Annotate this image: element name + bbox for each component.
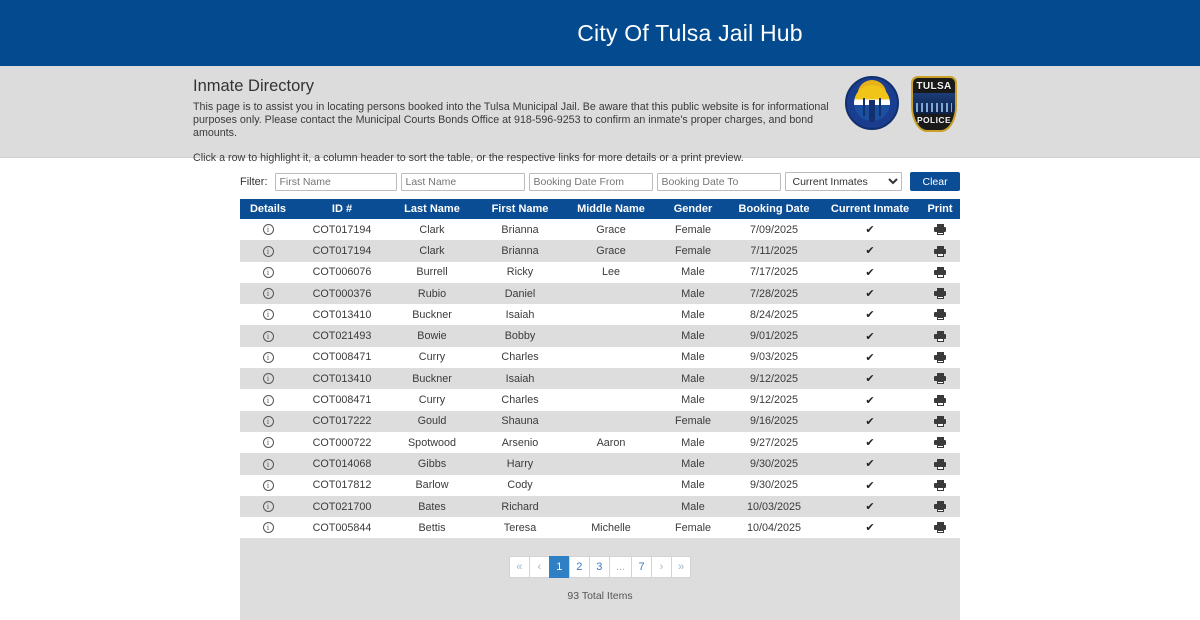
info-icon[interactable]: i bbox=[263, 224, 274, 235]
first-name-cell: Brianna bbox=[501, 223, 539, 236]
id-cell: COT008471 bbox=[312, 351, 372, 364]
first-name-cell: Isaiah bbox=[505, 372, 535, 385]
booking-date-cell: 9/16/2025 bbox=[749, 415, 799, 428]
printer-icon[interactable] bbox=[934, 437, 946, 448]
info-icon[interactable]: i bbox=[263, 522, 274, 533]
table-row[interactable] bbox=[240, 325, 960, 346]
middle-name-cell bbox=[564, 475, 658, 496]
details-cell[interactable] bbox=[240, 496, 296, 517]
current-inmate-cell bbox=[820, 475, 920, 496]
details-cell[interactable] bbox=[240, 325, 296, 346]
booking-date-cell: 7/11/2025 bbox=[750, 244, 798, 257]
id-cell: COT017222 bbox=[312, 415, 372, 428]
id-cell: COT000376 bbox=[312, 287, 372, 300]
info-icon[interactable]: i bbox=[263, 395, 274, 406]
page-title: City Of Tulsa Jail Hub bbox=[577, 19, 803, 46]
check-icon: ✔ bbox=[865, 415, 875, 428]
last-name-cell: Curry bbox=[418, 394, 446, 407]
column-header-id[interactable]: ID # bbox=[296, 199, 388, 219]
filter-label: Filter: bbox=[240, 175, 268, 188]
table-row[interactable] bbox=[240, 389, 960, 410]
print-cell[interactable] bbox=[920, 219, 960, 240]
page-button-[interactable]: ... bbox=[609, 556, 631, 578]
city-of-tulsa-seal-icon bbox=[845, 76, 899, 130]
intro-text-block bbox=[193, 76, 1200, 165]
printer-icon[interactable] bbox=[934, 352, 946, 363]
column-header-current-inmate[interactable]: Current Inmate bbox=[820, 199, 920, 219]
page-button-[interactable]: › bbox=[651, 556, 671, 578]
table-row[interactable] bbox=[240, 262, 960, 283]
info-icon[interactable]: i bbox=[263, 352, 274, 363]
last-name-cell: Buckner bbox=[412, 372, 452, 385]
gender-cell: Male bbox=[681, 394, 705, 407]
middle-name-cell bbox=[564, 453, 658, 474]
printer-icon[interactable] bbox=[934, 395, 946, 406]
badge-top-text: TULSA bbox=[916, 81, 952, 92]
intro-paragraph-1: This page is to assist you in locating persons booked into the Tulsa Municipal Jail. Be aware that this public website is for informational purposes only. Please contact the Municipal Courts Bonds Office at 918-596-9253 to confirm an inmate's proper charges, and bond amounts. bbox=[193, 101, 829, 140]
printer-icon[interactable] bbox=[934, 246, 946, 257]
middle-name-cell bbox=[564, 347, 658, 368]
check-icon: ✔ bbox=[865, 288, 875, 301]
printer-icon[interactable] bbox=[934, 480, 946, 491]
details-cell[interactable] bbox=[240, 304, 296, 325]
last-name-cell: Burrell bbox=[416, 266, 448, 279]
printer-icon[interactable] bbox=[934, 416, 946, 427]
gender-cell: Male bbox=[681, 372, 705, 385]
details-cell[interactable] bbox=[240, 219, 296, 240]
table-row[interactable] bbox=[240, 304, 960, 325]
print-cell[interactable] bbox=[920, 389, 960, 410]
clear-button[interactable]: Clear bbox=[910, 172, 960, 191]
last-name-cell: Clark bbox=[419, 244, 445, 257]
current-inmate-cell bbox=[820, 240, 920, 261]
details-cell[interactable] bbox=[240, 411, 296, 432]
pagination bbox=[240, 538, 960, 578]
booking-date-cell: 9/30/2025 bbox=[749, 457, 799, 470]
page-button-[interactable]: » bbox=[671, 556, 691, 578]
current-inmate-cell bbox=[820, 368, 920, 389]
current-inmate-cell bbox=[820, 325, 920, 346]
first-name-cell: Shauna bbox=[501, 415, 539, 428]
printer-icon[interactable] bbox=[934, 331, 946, 342]
info-icon[interactable]: i bbox=[263, 309, 274, 320]
current-inmate-cell bbox=[820, 219, 920, 240]
details-cell[interactable] bbox=[240, 517, 296, 538]
printer-icon[interactable] bbox=[934, 373, 946, 384]
tulsa-police-badge-icon bbox=[911, 76, 957, 132]
total-items-label: 93 Total Items bbox=[567, 590, 633, 603]
printer-icon[interactable] bbox=[934, 501, 946, 512]
id-cell: COT017812 bbox=[312, 479, 372, 492]
middle-name-cell bbox=[564, 283, 658, 304]
gender-cell: Male bbox=[681, 266, 705, 279]
gender-cell: Male bbox=[681, 457, 705, 470]
id-cell: COT021700 bbox=[312, 500, 372, 513]
intro-paragraph-2: Click a row to highlight it, a column header to sort the table, or the respective links for more details or a print preview. bbox=[193, 151, 744, 164]
print-cell[interactable] bbox=[920, 411, 960, 432]
details-cell[interactable] bbox=[240, 389, 296, 410]
info-icon[interactable]: i bbox=[263, 459, 274, 470]
check-icon: ✔ bbox=[865, 501, 875, 513]
intro-band bbox=[0, 66, 1200, 164]
printer-icon[interactable] bbox=[934, 459, 946, 470]
table-row[interactable] bbox=[240, 219, 960, 240]
current-inmate-cell bbox=[820, 411, 920, 432]
badge-skyline-graphic bbox=[913, 93, 955, 114]
first-name-cell: Ricky bbox=[506, 266, 534, 279]
check-icon: ✔ bbox=[865, 266, 875, 279]
table-row[interactable] bbox=[240, 347, 960, 368]
current-inmate-cell bbox=[820, 432, 920, 453]
print-cell[interactable] bbox=[920, 325, 960, 346]
id-cell: COT005844 bbox=[312, 521, 372, 534]
print-cell[interactable] bbox=[920, 496, 960, 517]
check-icon: ✔ bbox=[865, 373, 875, 386]
id-cell: COT013410 bbox=[312, 308, 372, 321]
first-name-cell: Charles bbox=[501, 394, 539, 407]
middle-name-cell bbox=[564, 411, 658, 432]
booking-date-cell: 9/01/2025 bbox=[749, 330, 799, 343]
info-icon[interactable]: i bbox=[263, 501, 274, 512]
table-row[interactable] bbox=[240, 496, 960, 517]
current-inmate-cell bbox=[820, 517, 920, 538]
booking-date-cell: 10/04/2025 bbox=[746, 521, 802, 534]
details-cell[interactable] bbox=[240, 453, 296, 474]
gender-cell: Male bbox=[681, 500, 705, 513]
column-header-booking-date[interactable]: Booking Date bbox=[728, 199, 820, 219]
table-row[interactable] bbox=[240, 368, 960, 389]
booking-date-cell: 8/24/2025 bbox=[749, 308, 799, 321]
column-header-first-name[interactable]: First Name bbox=[476, 199, 564, 219]
id-cell: COT021493 bbox=[312, 330, 372, 343]
info-icon[interactable]: i bbox=[263, 331, 274, 342]
info-icon[interactable]: i bbox=[263, 288, 274, 299]
current-inmate-cell bbox=[820, 283, 920, 304]
printer-icon[interactable] bbox=[934, 309, 946, 320]
last-name-cell: Gould bbox=[417, 415, 447, 428]
id-cell: COT006076 bbox=[312, 266, 372, 279]
details-cell[interactable] bbox=[240, 475, 296, 496]
page-button-3[interactable]: 3 bbox=[589, 556, 609, 578]
gender-cell: Female bbox=[674, 244, 711, 257]
last-name-filter-input[interactable] bbox=[401, 173, 525, 191]
first-name-filter-input[interactable] bbox=[275, 173, 397, 191]
info-icon[interactable]: i bbox=[263, 416, 274, 427]
badge-bottom-text: POLICE bbox=[916, 115, 952, 125]
gender-cell: Male bbox=[681, 479, 705, 492]
middle-name-cell: Michelle bbox=[591, 521, 631, 534]
info-icon[interactable]: i bbox=[263, 246, 274, 257]
id-cell: COT014068 bbox=[312, 457, 372, 470]
print-cell[interactable] bbox=[920, 262, 960, 283]
last-name-cell: Curry bbox=[418, 351, 446, 364]
column-header-details[interactable]: Details bbox=[240, 199, 296, 219]
column-header-last-name[interactable]: Last Name bbox=[388, 199, 476, 219]
last-name-cell: Spotwood bbox=[407, 436, 457, 449]
column-header-print[interactable]: Print bbox=[920, 199, 960, 219]
table-row[interactable] bbox=[240, 475, 960, 496]
check-icon: ✔ bbox=[865, 437, 875, 450]
print-cell[interactable] bbox=[920, 240, 960, 261]
table-row[interactable] bbox=[240, 432, 960, 453]
gender-cell: Male bbox=[681, 308, 705, 321]
last-name-cell: Gibbs bbox=[417, 457, 447, 470]
last-name-cell: Clark bbox=[419, 223, 445, 236]
gender-cell: Female bbox=[674, 415, 711, 428]
booking-date-cell: 9/12/2025 bbox=[749, 394, 799, 407]
first-name-cell: Daniel bbox=[504, 287, 536, 300]
printer-icon[interactable] bbox=[934, 224, 946, 235]
check-icon: ✔ bbox=[865, 522, 875, 535]
booking-date-cell: 9/12/2025 bbox=[749, 372, 799, 385]
id-cell: COT017194 bbox=[312, 244, 372, 257]
print-cell[interactable] bbox=[920, 283, 960, 304]
details-cell[interactable] bbox=[240, 262, 296, 283]
middle-name-cell bbox=[564, 496, 658, 517]
check-icon: ✔ bbox=[865, 479, 875, 492]
inmate-directory-table bbox=[240, 199, 960, 538]
printer-icon[interactable] bbox=[934, 267, 946, 278]
page-button-2[interactable]: 2 bbox=[569, 556, 589, 578]
current-inmate-cell bbox=[820, 389, 920, 410]
main-content bbox=[240, 158, 960, 620]
last-name-cell: Bates bbox=[418, 500, 446, 513]
table-row[interactable] bbox=[240, 453, 960, 474]
middle-name-cell: Grace bbox=[596, 244, 626, 257]
booking-date-to-input[interactable] bbox=[657, 173, 781, 191]
gender-cell: Male bbox=[681, 436, 705, 449]
table-header-row bbox=[240, 199, 960, 219]
middle-name-cell bbox=[564, 304, 658, 325]
first-name-cell: Harry bbox=[506, 457, 534, 470]
table-row[interactable] bbox=[240, 517, 960, 538]
current-inmate-cell bbox=[820, 453, 920, 474]
first-name-cell: Richard bbox=[501, 500, 539, 513]
first-name-cell: Isaiah bbox=[505, 308, 535, 321]
middle-name-cell: Grace bbox=[596, 223, 626, 236]
first-name-cell: Teresa bbox=[503, 521, 537, 534]
current-inmate-cell bbox=[820, 347, 920, 368]
current-inmate-cell bbox=[820, 496, 920, 517]
last-name-cell: Bettis bbox=[418, 521, 446, 534]
current-inmate-cell bbox=[820, 262, 920, 283]
info-icon[interactable]: i bbox=[263, 480, 274, 491]
id-cell: COT008471 bbox=[312, 394, 372, 407]
id-cell: COT017194 bbox=[312, 223, 372, 236]
first-name-cell: Charles bbox=[501, 351, 539, 364]
page-button-7[interactable]: 7 bbox=[631, 556, 651, 578]
booking-date-cell: 9/27/2025 bbox=[749, 436, 799, 449]
id-cell: COT000722 bbox=[312, 436, 372, 449]
check-icon: ✔ bbox=[865, 245, 875, 258]
print-cell[interactable] bbox=[920, 475, 960, 496]
info-icon[interactable]: i bbox=[263, 373, 274, 384]
middle-name-cell bbox=[564, 389, 658, 410]
first-name-cell: Bobby bbox=[504, 330, 536, 343]
booking-date-cell: 9/30/2025 bbox=[749, 479, 799, 492]
page-button-[interactable]: « bbox=[509, 556, 529, 578]
print-cell[interactable] bbox=[920, 517, 960, 538]
check-icon: ✔ bbox=[865, 351, 875, 364]
print-cell[interactable] bbox=[920, 368, 960, 389]
check-icon: ✔ bbox=[865, 309, 875, 322]
table-row[interactable] bbox=[240, 240, 960, 261]
info-icon[interactable]: i bbox=[263, 437, 274, 448]
middle-name-cell bbox=[564, 325, 658, 346]
table-footer bbox=[240, 538, 960, 620]
page-button-1[interactable]: 1 bbox=[549, 556, 569, 578]
details-cell[interactable] bbox=[240, 240, 296, 261]
filter-bar bbox=[240, 158, 960, 199]
last-name-cell: Buckner bbox=[412, 308, 452, 321]
middle-name-cell: Aaron bbox=[596, 436, 626, 449]
printer-icon[interactable] bbox=[934, 522, 946, 533]
current-inmate-cell bbox=[820, 304, 920, 325]
details-cell[interactable] bbox=[240, 283, 296, 304]
booking-date-cell: 7/17/2025 bbox=[749, 266, 799, 279]
details-cell[interactable] bbox=[240, 432, 296, 453]
check-icon: ✔ bbox=[865, 394, 875, 407]
details-cell[interactable] bbox=[240, 368, 296, 389]
print-cell[interactable] bbox=[920, 304, 960, 325]
printer-icon[interactable] bbox=[934, 288, 946, 299]
agency-logos bbox=[845, 76, 957, 132]
page-button-[interactable]: ‹ bbox=[529, 556, 549, 578]
check-icon: ✔ bbox=[865, 330, 875, 343]
check-icon: ✔ bbox=[865, 458, 875, 471]
first-name-cell: Brianna bbox=[501, 244, 539, 257]
booking-date-cell: 7/28/2025 bbox=[749, 287, 799, 300]
table-row[interactable] bbox=[240, 411, 960, 432]
check-icon: ✔ bbox=[865, 224, 875, 237]
first-name-cell: Cody bbox=[507, 479, 533, 492]
booking-date-cell: 7/09/2025 bbox=[749, 223, 799, 236]
gender-cell: Male bbox=[681, 351, 705, 364]
info-icon[interactable]: i bbox=[263, 267, 274, 278]
intro-heading: Inmate Directory bbox=[193, 77, 315, 95]
last-name-cell: Bowie bbox=[417, 330, 447, 343]
print-cell[interactable] bbox=[920, 347, 960, 368]
middle-name-cell: Lee bbox=[601, 266, 620, 279]
first-name-cell: Arsenio bbox=[501, 436, 539, 449]
booking-date-cell: 9/03/2025 bbox=[749, 351, 799, 364]
inmate-status-select[interactable] bbox=[785, 172, 903, 191]
table-row[interactable] bbox=[240, 283, 960, 304]
table-body bbox=[240, 219, 960, 538]
booking-date-from-input[interactable] bbox=[529, 173, 653, 191]
column-header-middle-name[interactable]: Middle Name bbox=[564, 199, 658, 219]
last-name-cell: Rubio bbox=[417, 287, 447, 300]
middle-name-cell bbox=[564, 368, 658, 389]
app-header-bar bbox=[0, 0, 1200, 66]
gender-cell: Male bbox=[681, 287, 705, 300]
print-cell[interactable] bbox=[920, 432, 960, 453]
gender-cell: Male bbox=[681, 330, 705, 343]
last-name-cell: Barlow bbox=[415, 479, 449, 492]
booking-date-cell: 10/03/2025 bbox=[746, 500, 802, 513]
details-cell[interactable] bbox=[240, 347, 296, 368]
gender-cell: Female bbox=[674, 521, 711, 534]
column-header-gender[interactable]: Gender bbox=[658, 199, 728, 219]
print-cell[interactable] bbox=[920, 453, 960, 474]
id-cell: COT013410 bbox=[312, 372, 372, 385]
gender-cell: Female bbox=[674, 223, 711, 236]
